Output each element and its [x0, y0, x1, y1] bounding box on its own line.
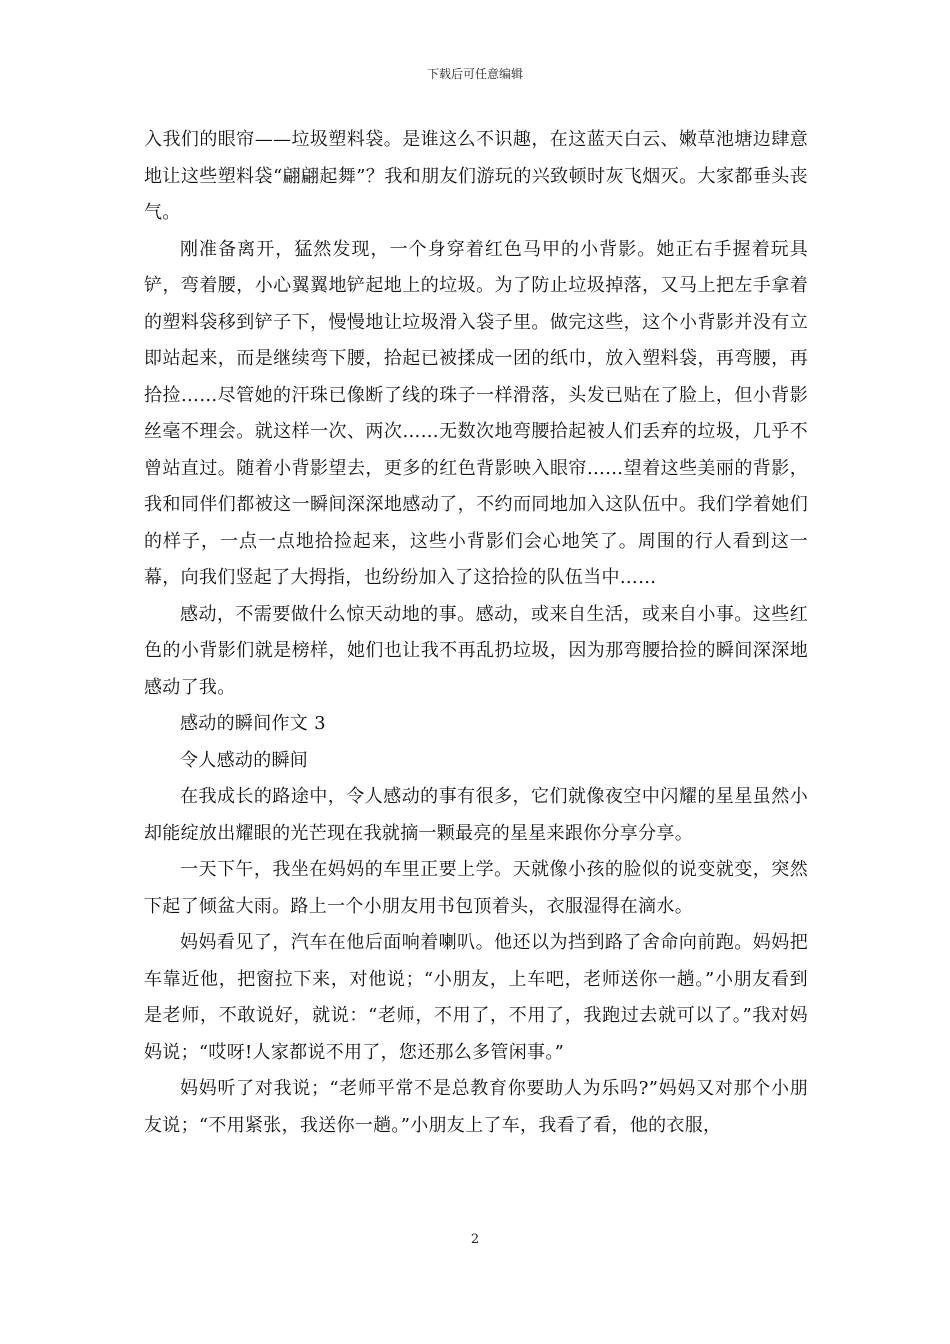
paragraph-2: 刚准备离开，猛然发现，一个身穿着红色马甲的小背影。她正右手握着玩具铲，弯着腰，小心翼翼地铲起地上的垃圾。为了防止垃圾掉落，又马上把左手拿着的塑料袋移到铲子下，慢慢地让垃圾滑入袋子里。做完这些，这个小背影并没有立即站起来，而是继续弯下腰，拾起已被揉成一团的纸巾，放入塑料袋，再弯腰，再拾捡……尽管她的汗珠已像断了线的珠子一样滑落，头发已贴在了脸上，但小背影丝毫不理会。就这样一次、两次……无数次地弯腰拾起被人们丢弃的垃圾，几乎不曾站直过。随着小背影望去，更多的红色背影映入眼帘……望着这些美丽的背影，我和同伴们都被这一瞬间深深地感动了，不约而同地加入这队伍中。我们学着她们的样子，一点一点地拾捡起来，这些小背影们会心地笑了。周围的行人看到这一幕，向我们竖起了大拇指，也纷纷加入了这拾捡的队伍当中……	[144, 238, 808, 588]
paragraph-1: 入我们的眼帘——垃圾塑料袋。是谁这么不识趣，在这蓝天白云、嫩草池塘边肆意地让这些塑料袋“翩翩起舞”？我和朋友们游玩的兴致顿时灰飞烟灭。大家都垂头丧气。	[144, 129, 808, 223]
document-body	[144, 122, 808, 1144]
paragraph-7: 一天下午，我坐在妈妈的车里正要上学。天就像小孩的脸似的说变就变，突然下起了倾盆大雨。路上一个小朋友用书包顶着头，衣服湿得在滴水。	[144, 859, 808, 917]
page-number: 2	[470, 1232, 480, 1247]
page-header: 下载后可任意编辑	[426, 67, 523, 81]
paragraph-3: 感动，不需要做什么惊天动地的事。感动，或来自生活，或来自小事。这些红色的小背影们就是榜样，她们也让我不再乱扔垃圾，因为那弯腰拾捡的瞬间深深地感动了我。	[144, 603, 808, 698]
essay-subtitle: 令人感动的瞬间	[180, 749, 309, 771]
paragraph-6: 在我成长的路途中，令人感动的事有很多，它们就像夜空中闪耀的星星虽然小却能绽放出耀眼的光芒现在我就摘一颗最亮的星星来跟你分享分享。	[144, 786, 808, 844]
essay-title: 感动的瞬间作文 3	[180, 713, 326, 734]
paragraph-9: 妈妈听了对我说；“老师平常不是总教育你要助人为乐吗?”妈妈又对那个小朋友说；“不用紧张，我送你一趟。”小朋友上了车，我看了看，他的衣服，	[144, 1078, 808, 1136]
paragraph-8: 妈妈看见了，汽车在他后面响着喇叭。他还以为挡到路了舍命向前跑。妈妈把车靠近他，把窗拉下来，对他说；“小朋友，上车吧，老师送你一趟。”小朋友看到是老师，不敢说好，就说：“老师，不用了，不用了，我跑过去就可以了。”我对妈妈说；“哎呀!人家都说不用了，您还那么多管闲事。”	[144, 932, 808, 1063]
